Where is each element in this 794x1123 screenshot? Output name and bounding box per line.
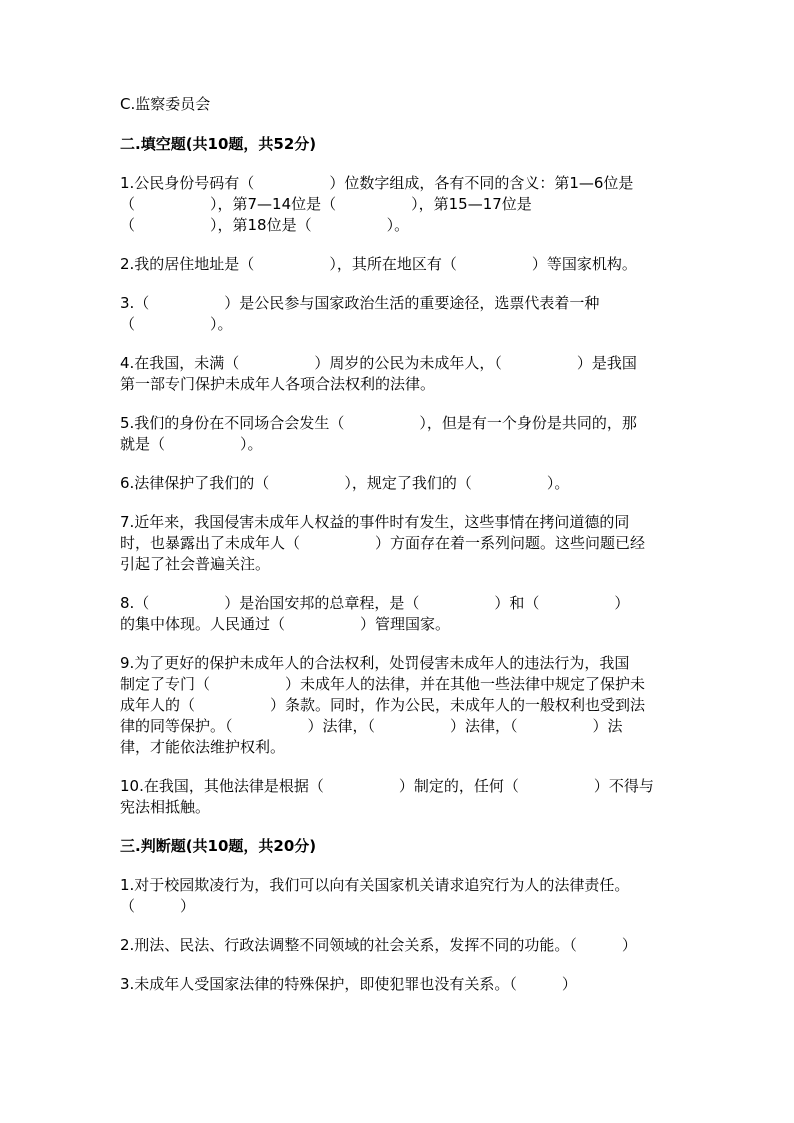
exam-page [120, 94, 680, 1013]
question-line: 的集中体现。人民通过（ ）管理国家。 [120, 615, 451, 633]
question-line: 3.未成年人受国家法律的特殊保护，即使犯罪也没有关系。（ ） [120, 975, 577, 993]
question-line: 5.我们的身份在不同场合会发生（ ），但是有一个身份是共同的，那 [120, 414, 637, 432]
question-line: 1.对于校园欺凌行为，我们可以向有关国家机关请求追究行为人的法律责任。 [120, 876, 630, 894]
question-line: 1.公民身份号码有（ ）位数字组成，各有不同的含义：第1—6位是 [120, 174, 634, 192]
question-line: 9.为了更好的保护未成年人的合法权利，处罚侵害未成年人的违法行为，我国 [120, 654, 630, 672]
question-line: （ ），第18位是（ ）。 [120, 216, 410, 234]
fill-question-2 [120, 254, 680, 275]
question-line: 3.（ ）是公民参与国家政治生活的重要途径，选票代表着一种 [120, 294, 600, 312]
section-heading-judge: 三.判断题(共10题，共20分) [120, 837, 317, 855]
question-line: 就是（ ）。 [120, 435, 263, 453]
question-line: （ ） [120, 897, 196, 915]
fill-question-10 [120, 776, 680, 818]
question-line: 4.在我国，未满（ ）周岁的公民为未成年人，（ ）是我国 [120, 354, 637, 372]
question-line: 2.我的居住地址是（ ），其所在地区有（ ）等国家机构。 [120, 255, 637, 273]
question-line: 引起了社会普遍关注。 [120, 555, 271, 573]
fill-question-6 [120, 473, 680, 494]
question-line: 7.近年来，我国侵害未成年人权益的事件时有发生，这些事情在拷问道德的同 [120, 513, 630, 531]
question-line: （ ）。 [120, 315, 233, 333]
option-c: C.监察委员会 [120, 95, 211, 113]
question-line: （ ），第7—14位是（ ），第15—17位是 [120, 195, 532, 213]
judge-question-2 [120, 935, 680, 956]
judge-question-3 [120, 974, 680, 995]
question-line: 2.刑法、民法、行政法调整不同领域的社会关系，发挥不同的功能。（ ） [120, 936, 637, 954]
fill-question-4 [120, 353, 680, 395]
fill-question-9 [120, 653, 680, 758]
question-line: 律的同等保护。（ ）法律，（ ）法律，（ ）法 [120, 717, 623, 735]
section-heading-fill: 二.填空题(共10题，共52分) [120, 135, 317, 153]
question-line: 时，也暴露出了未成年人（ ）方面存在着一系列问题。这些问题已经 [120, 534, 646, 552]
question-line: 成年人的（ ）条款。同时，作为公民，未成年人的一般权利也受到法 [120, 696, 646, 714]
fill-question-8 [120, 593, 680, 635]
question-line: 律，才能依法维护权利。 [120, 738, 286, 756]
question-line: 6.法律保护了我们的（ ），规定了我们的（ ）。 [120, 474, 570, 492]
judge-question-1 [120, 875, 680, 917]
fill-question-5 [120, 413, 680, 455]
question-line: 10.在我国，其他法律是根据（ ）制定的，任何（ ）不得与 [120, 777, 654, 795]
question-line: 8.（ ）是治国安邦的总章程，是（ ）和（ ） [120, 594, 630, 612]
fill-question-7 [120, 512, 680, 575]
question-line: 第一部专门保护未成年人各项合法权利的法律。 [120, 375, 436, 393]
fill-question-1 [120, 173, 680, 236]
question-line: 宪法相抵触。 [120, 798, 211, 816]
fill-question-3 [120, 293, 680, 335]
question-line: 制定了专门（ ）未成年人的法律，并在其他一些法律中规定了保护未 [120, 675, 646, 693]
